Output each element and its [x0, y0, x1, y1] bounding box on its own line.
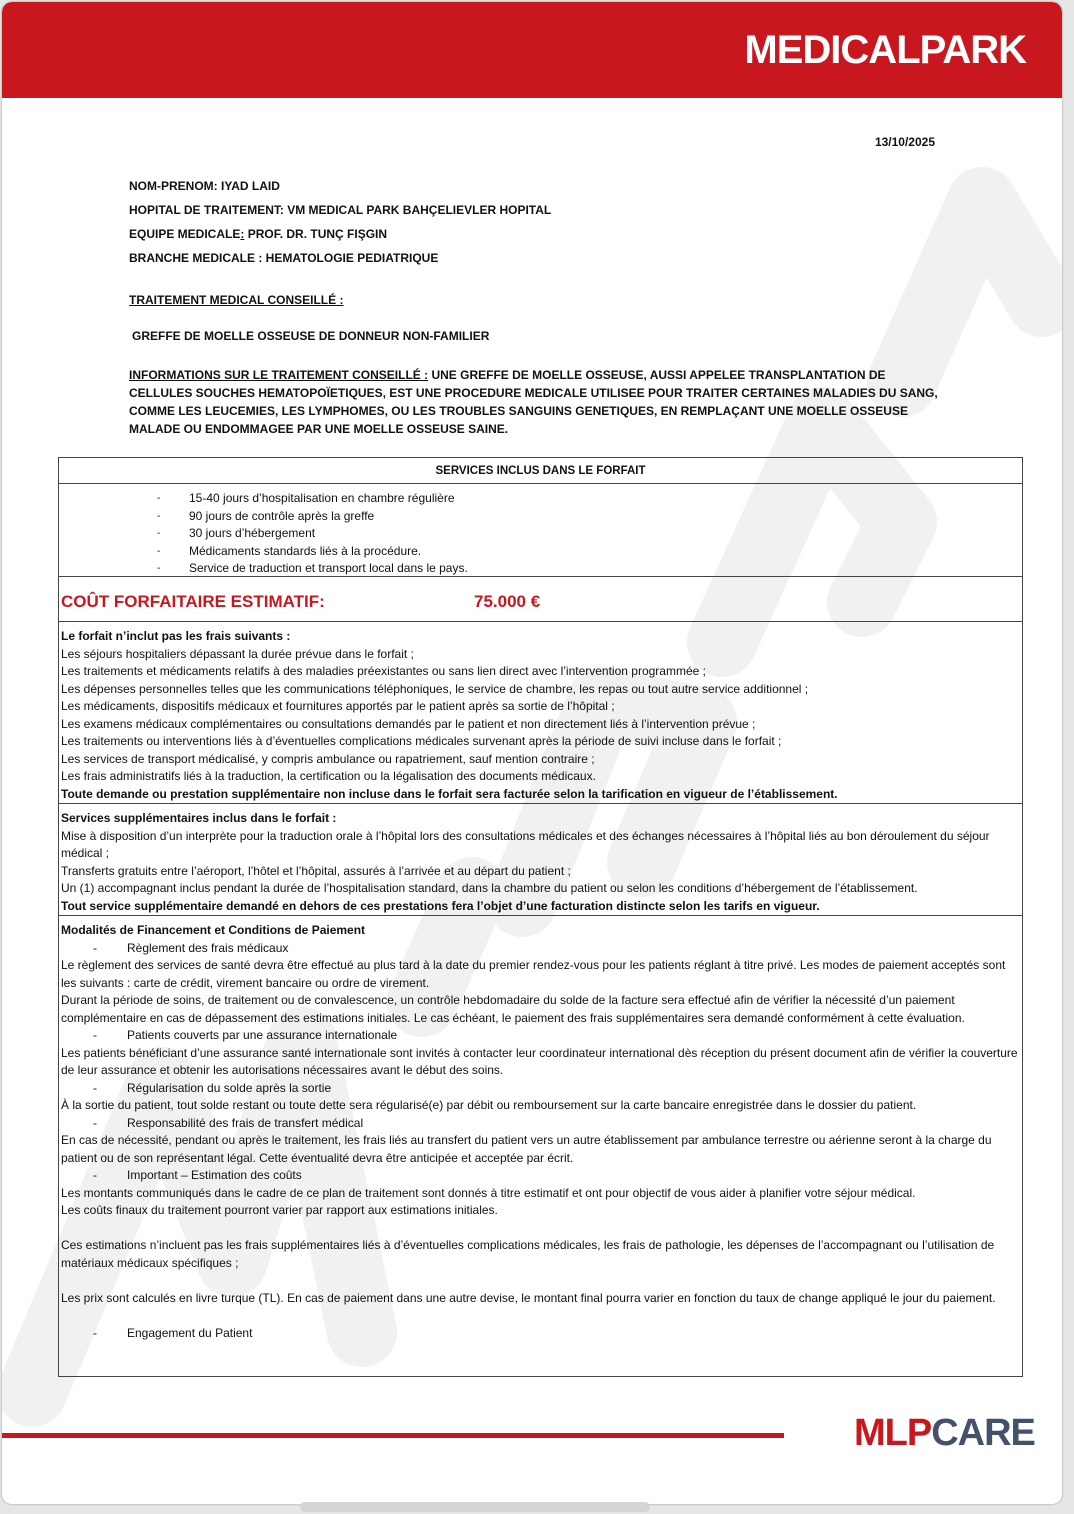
document-date: 13/10/2025 [874, 135, 935, 149]
supplementary-title: Services supplémentaires inclus dans le forfait : [61, 811, 337, 825]
treatment-info-label: INFORMATIONS SUR LE TRAITEMENT CONSEILLÉ : [129, 368, 429, 382]
supplementary-item: Mise à disposition d’un interprète pour la traduction orale à l’hôpital lors des consultations médicales et des échanges nécessaires à l’hôpital liés au bon déroulement du séjour médical ; [61, 828, 990, 860]
spacer [61, 1307, 1020, 1325]
financing-subsection-title: - Responsabilité des frais de transfert médical [61, 1115, 1020, 1133]
financing-subsection-title: - Patients couverts par une assurance internationale [61, 1027, 1020, 1045]
treatment-info [129, 366, 949, 438]
cost-value: 75.000 € [474, 592, 541, 611]
exclusions-title: Le forfait n’inclut pas les frais suivants : [61, 629, 291, 643]
supplementary-item: Un (1) accompagnant inclus pendant la durée de l’hospitalisation standard, dans la chambre du patient ou selon les conditions d’hébergement de l’établissement. [61, 881, 918, 895]
patient-name: NOM-PRENOM: IYAD LAID [129, 179, 280, 193]
horizontal-scrollbar[interactable] [300, 1502, 650, 1512]
treatment-info-text: UNE GREFFE DE MOELLE OSSEUSE, AUSSI APPELEE TRANSPLANTATION DE CELLULES SOUCHES HEMATOPOÏETIQUES, EST UNE PROCEDURE MEDICALE UTILISEE POUR TRAITER CERTAINES MALADIES DU SANG, COMME LES LEUCEMIES, LES LYMPHOMES, OU LES TROUBLES SANGUINS GENETIQUES, EN REMPLAÇANT UNE MOELLE OSSEUSE MALADE OU ENDOMMAGEE PAR UNE MOELLE OSSEUSE SAINE. [129, 368, 938, 436]
service-item: - 30 jours d’hébergement [59, 525, 1022, 543]
cost-label: COÛT FORFAITAIRE ESTIMATIF: [61, 592, 325, 611]
exclusion-item: Les frais administratifs liés à la traduction, la certification ou la légalisation des documents médicaux. [61, 769, 596, 783]
supplementary-footer: Tout service supplémentaire demandé en dehors de ces prestations fera l’objet d’une facturation distincte selon les tarifs en vigueur. [61, 898, 820, 913]
medical-team-value: PROF. DR. TUNÇ FIŞGIN [244, 227, 388, 241]
treatment-name: GREFFE DE MOELLE OSSEUSE DE DONNEUR NON-FAMILIER [132, 329, 490, 343]
exclusion-item: Les médicaments, dispositifs médicaux et fournitures apportés par le patient après sa sortie de l’hôpital ; [61, 699, 615, 713]
services-heading: SERVICES INCLUS DANS LE FORFAIT [58, 457, 1023, 484]
financing-paragraph: Ces estimations n’incluent pas les frais supplémentaires liés à d’éventuelles complications médicales, les frais de pathologie, les dépenses de l’accompagnant ou l’utilisation de matériaux médicaux spécifiques ; [61, 1238, 995, 1270]
financing-subsection-title: - Régularisation du solde après la sortie [61, 1080, 1020, 1098]
exclusion-item: Les dépenses personnelles telles que les communications téléphoniques, le service de chambre, les repas ou tout autre service additionnel ; [61, 681, 809, 696]
financing-paragraph: À la sortie du patient, tout solde restant ou toute dette sera régularisé(e) par débit ou remboursement sur la carte bancaire enregistrée dans le dossier du patient. [61, 1098, 917, 1112]
financing-paragraph: Le règlement des services de santé devra être effectué au plus tard à la date du premier rendez-vous pour les patients réglant à titre privé. Les modes de paiement acceptés sont les suivants : carte de crédit, virement bancaire ou ordre de virement. [61, 958, 1006, 990]
cost-box [58, 576, 1023, 622]
financing-paragraph: Les montants communiqués dans le cadre de ce plan de traitement sont donnés à titre estimatif et ont pour objectif de vous aider à planifier votre séjour médical. [61, 1185, 916, 1200]
financing-title: Modalités de Financement et Conditions de Paiement [61, 923, 366, 937]
mlpcare-logo [854, 1412, 1035, 1455]
medical-branch: BRANCHE MEDICALE : HEMATOLOGIE PEDIATRIQUE [129, 251, 439, 265]
financing-paragraph: Les patients bénéficiant d’une assurance santé internationale sont invités à contacter leur coordinateur international dès réception du présent document afin de vérifier la couverture de leur assurance et obtenir les autorisations nécessaires avant le début des soins. [61, 1045, 1018, 1077]
service-item: - 90 jours de contrôle après la greffe [59, 508, 1022, 526]
mlpcare-logo-care: CARE [931, 1412, 1035, 1454]
exclusions-box [58, 621, 1023, 804]
mlpcare-logo-mlp: MLP [854, 1412, 932, 1454]
service-item: - 15-40 jours d’hospitalisation en chambre régulière [59, 490, 1022, 508]
treatment-title: TRAITEMENT MEDICAL CONSEILLÉ : [129, 293, 344, 307]
footer-red-line [2, 1433, 784, 1438]
financing-paragraph: Durant la période de soins, de traitement ou de convalescence, un contrôle hebdomadaire du solde de la facture sera effectué afin de vérifier la nécessité d’un paiement complémentaire en cas de dépassement des estimations initiales. Le cas échéant, le paiement des frais supplémentaires sera demandé conformément à cette évaluation. [61, 993, 965, 1025]
financing-subsection-title: - Règlement des frais médicaux [61, 940, 1020, 958]
exclusions-footer: Toute demande ou prestation supplémentaire non incluse dans le forfait sera facturée selon la tarification en vigueur de l’établissement. [61, 786, 838, 801]
header-bar [2, 2, 1062, 98]
financing-box [58, 915, 1023, 1377]
exclusion-item: Les services de transport médicalisé, y compris ambulance ou rapatriement, sauf mention contraire ; [61, 751, 595, 766]
medical-team-label: EQUIPE MEDICALE [129, 227, 241, 241]
exclusion-item: Les séjours hospitaliers dépassant la durée prévue dans le forfait ; [61, 646, 414, 661]
spacer [61, 1272, 1020, 1290]
financing-subsection-title: - Engagement du Patient [61, 1325, 1020, 1343]
financing-paragraph: En cas de nécessité, pendant ou après le traitement, les frais liés au transfert du patient vers un autre établissement par ambulance terrestre ou aérienne seront à la charge du patient ou de son représentant légal. Cette éventualité devra être anticipée et acceptée par écrit. [61, 1133, 992, 1165]
medical-team-sep: : [240, 227, 245, 241]
document-page [2, 2, 1062, 1504]
exclusion-item: Les traitements et médicaments relatifs à des maladies préexistantes ou sans lien direct avec l’intervention programmée ; [61, 664, 706, 678]
financing-paragraph: Les coûts finaux du traitement pourront varier par rapport aux estimations initiales. [61, 1203, 498, 1217]
service-item: - Service de traduction et transport local dans le pays. [59, 560, 1022, 578]
exclusion-item: Les traitements ou interventions liés à d’éventuelles complications médicales survenant après la période de suivi incluse dans le forfait ; [61, 734, 782, 748]
spacer [61, 1220, 1020, 1238]
services-list [59, 484, 1022, 578]
financing-paragraph: Les prix sont calculés en livre turque (TL). En cas de paiement dans une autre devise, le montant final pourra varier en fonction du taux de change appliqué le jour du paiement. [61, 1290, 996, 1305]
exclusion-item: Les examens médicaux complémentaires ou consultations demandés par le patient et non directement liés à l’intervention prévue ; [61, 716, 756, 731]
supplementary-box [58, 803, 1023, 916]
medical-team [129, 226, 949, 250]
treatment-hospital: HOPITAL DE TRAITEMENT: VM MEDICAL PARK BAHÇELIEVLER HOPITAL [129, 203, 552, 217]
patient-info [129, 178, 949, 274]
medicalpark-logo: MEDICALPARK [744, 28, 1026, 72]
financing-subsection-title: - Important – Estimation des coûts [61, 1167, 1020, 1185]
supplementary-item: Transferts gratuits entre l’aéroport, l’hôtel et l’hôpital, assurés à l’arrivée et au départ du patient ; [61, 863, 571, 878]
service-item: - Médicaments standards liés à la procédure. [59, 543, 1022, 561]
services-list-box [58, 483, 1023, 577]
